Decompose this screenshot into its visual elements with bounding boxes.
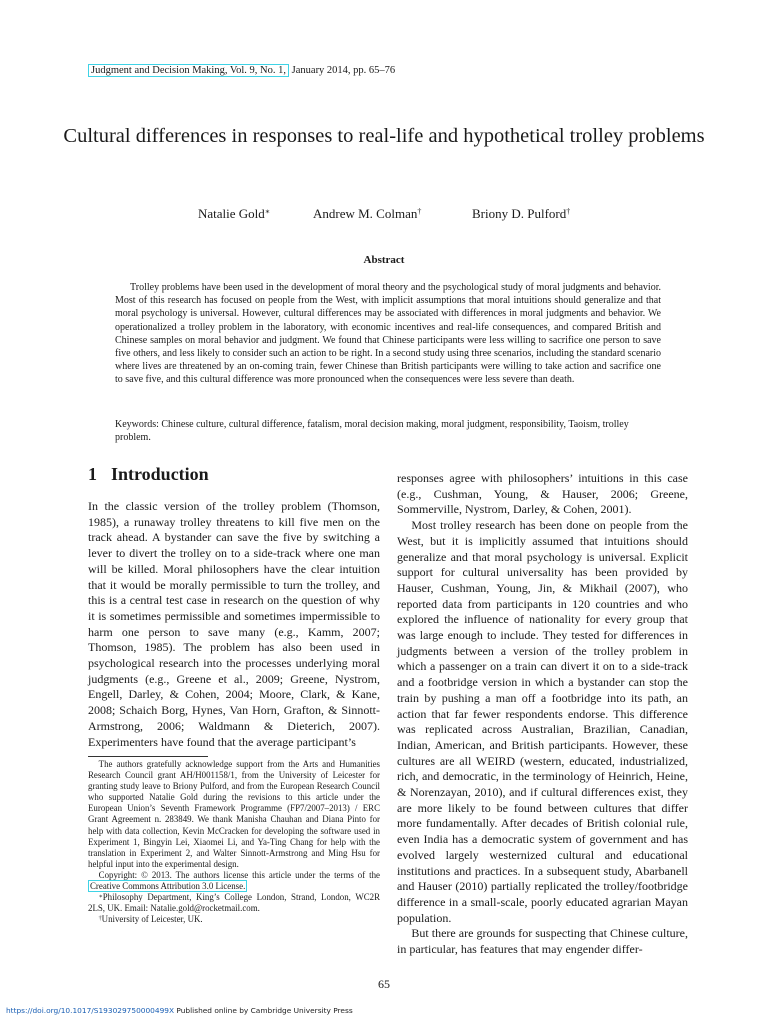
keywords: Keywords: Chinese culture, cultural difference, fatalism, moral decision making, moral judgment, responsibility, Taoism, trolley problem. — [115, 419, 629, 444]
abstract-body: Trolley problems have been used in the development of moral theory and the psychological study of moral judgments and behavior. Most of this research has focused on people from the West, with implicit assumptions that moral intuitions should generalize and that moral psychology is universal. However, cultural differences may be associated with differences in moral judgments and behavior. We operationalized a trolley problem in the laboratory, with economic incentives and real-life consequences, and compared British and Chinese samples on moral behavior and judgment. We found that Chinese participants were less willing to sacrifice one person to save five others, and less likely to consider such an action to be right. In a second study using three scenarios, including the standard scenario where lives are threatened by an on-coming train, fewer Chinese than British participants were willing to take action and sacrifice one to save five, and this cultural difference was more pronounced when the consequences were less severe than death. — [115, 282, 661, 386]
intro-paragraph-continued: responses agree with philosophers’ intuitions in this case (e.g., Cushman, Young, & Hauser, 2006; Greene, Sommerville, Nystrom, Darley, & Cohen, 2001). — [397, 471, 688, 517]
section-title: Introduction — [111, 464, 209, 484]
intro-paragraph-3: But there are grounds for suspecting that Chinese culture, in particular, has features that may engender differ- — [397, 926, 688, 957]
intro-paragraph-1: In the classic version of the trolley problem (Thomson, 1985), a runaway trolley threatens to kill five men on the track ahead. A bystander can save the five by switching a lever to divert the trolley on to a side-track where one man will be killed. Moral philosophers have the clear intuition that it would be morally permissible to turn the trolley, and this is a central test case in research on the question of why it is sometimes permissible and sometimes impermissible to harm one person to save many (e.g., Kamm, 2007; Thomson, 1985). The problem has also been used in psychological research into the processes underlying moral judgments (e.g., Greene et al., 2009; Greene, Nystrom, Engell, Darley, & Cohen, 2004; Moore, Clark, & Kane, 2008; Schaich Borg, Hynes, Van Horn, Grafton, & Sinnott-Armstrong, 2006; Waldmann & Dieterich, 2007). Experimenters have found that the average participant’s — [88, 499, 380, 749]
journal-link[interactable]: Judgment and Decision Making, Vol. 9, No. 1, — [88, 64, 289, 77]
paper-title: Cultural differences in responses to real-life and hypothetical trolley problems — [63, 125, 705, 147]
footnote-leicester-affiliation: †University of Leicester, UK. — [98, 914, 203, 925]
publisher-note: Published online by Cambridge University Press — [174, 1006, 353, 1015]
section-number: 1 — [88, 464, 97, 484]
intro-paragraph-2: Most trolley research has been done on people from the West, but it is implicitly assumed that intuitions should generalize and that moral psychology is universal. Explicit support for cultural universality has been provided by Hauser, Cushman, Young, Jin, & Mikhail (2007), who reported data from participants in 120 countries and who explored the influence of nationality for every group that was large enough to include. They tested for differences in judgments between a version of the trolley problem in which a passenger on a train can divert it on to a side-track and a footbridge version in which a bystander can stop the train by pushing a man off a footbridge into its path, an action that far fewer respondents endorse. This difference was replicated across Australian, Brazilian, Canadian, Indian, American, and British participants. However, these cultures are all WEIRD (western, educated, industrialized, rich, and democratic, in the terminology of Heinrich, Heine, & Norenzayan, 2010), and if cultural differences exist, they are more likely to be found between cultures that differ more fundamentally. After decades of British colonial rule, even India has a democratic system of government and has evolved largely westernized cultural and educational institutions and practices. In a subsequent study, Abarbanell and Hauser (2010) partially replicated the trolley/footbridge difference in a small-scale, poorly educated agrarian Mayan population. — [397, 518, 688, 925]
abstract-heading: Abstract — [363, 254, 405, 266]
author-pulford: Briony D. Pulford† — [472, 206, 571, 221]
journal-issue-info: January 2014, pp. 65–76 — [289, 65, 396, 76]
footnote-copyright: Copyright: © 2013. The authors license this article under the terms of the Creative Commons Attribution 3.0 License. — [90, 869, 380, 892]
journal-citation — [88, 64, 395, 78]
footnote-gold-affiliation: ∗Philosophy Department, King’s College London, Strand, London, WC2R 2LS, UK. Email: Natalie.gold@rocketmail.com. — [88, 892, 380, 914]
author-colman: Andrew M. Colman† — [313, 206, 422, 221]
page-number: 65 — [378, 977, 390, 991]
footnotes — [88, 759, 380, 925]
section-heading-introduction — [88, 464, 209, 485]
doi-footer — [6, 1006, 353, 1015]
doi-link[interactable]: https://doi.org/10.1017/S193029750000499X — [6, 1006, 175, 1015]
left-column — [88, 499, 380, 750]
right-column — [397, 471, 688, 958]
footnote-acknowledgments: The authors gratefully acknowledge support from the Arts and Humanities Research Council grant AH/H001158/1, from the University of Leicester for granting study leave to Briony Pulford, and from the European Research Council who supported Natalie Gold during the revisions to this article under the European Union’s Seventh Framework Programme (FP7/2007–2013) / ERC Grant Agreement n. 283849. We thank Manisha Chauhan and Diana Pinto for help with data collection, Kevin McCracken for developing the software used in Experiment 1, Bingyin Lei, Xiaomei Li, and Ya-Ting Chang for help with the translation in Experiment 2, and Walter Sinnott-Armstrong and Ming Hsu for helpful input into the experimental design. — [88, 759, 380, 869]
cc-license-link[interactable]: Creative Commons Attribution 3.0 License. — [90, 881, 246, 892]
author-gold: Natalie Gold∗ — [198, 206, 271, 221]
footnote-divider — [88, 756, 208, 757]
